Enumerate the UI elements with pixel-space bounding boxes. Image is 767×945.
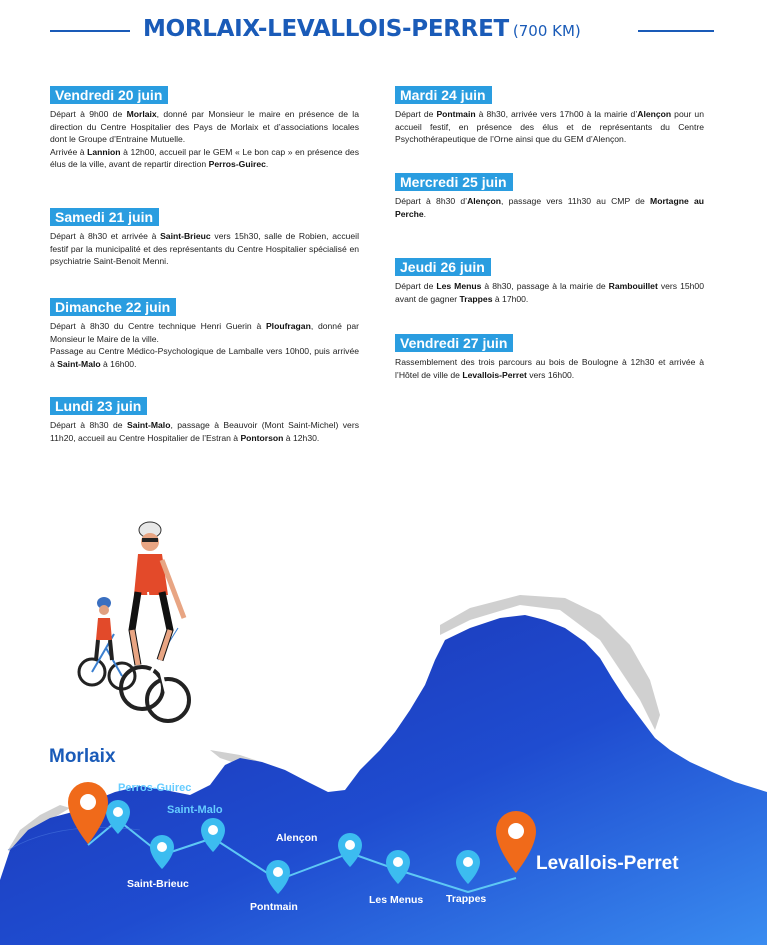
day-paragraph: Départ à 8h30 de Saint-Malo, passage à Beauvoir (Mont Saint-Michel) vers 11h20, accueil au Centre Hospitalier de l’Estran à Pontorson à 12h30. — [50, 420, 359, 443]
day-label: Vendredi 20 juin — [50, 86, 168, 104]
day-block — [395, 334, 704, 381]
day-paragraph: Départ à 9h00 de Morlaix, donné par Monsieur le maire en présence de la direction du Centre Hospitalier des Pays de Morlaix et d’associations locales dont le Groupe d’Entraine Mutuelle. — [50, 109, 359, 145]
place-name: Rambouillet — [608, 281, 658, 291]
header — [0, 8, 767, 54]
day-block — [395, 258, 704, 305]
day-text — [395, 356, 704, 381]
city-label-morlaix: Morlaix — [49, 746, 116, 767]
title-rule-right — [638, 30, 714, 32]
place-name: Saint-Malo — [57, 358, 101, 369]
place-name: Saint-Malo — [127, 420, 171, 430]
city-label-alencon: Alençon — [276, 832, 318, 844]
city-label-perros-guirec: Perros-Guirec — [118, 782, 192, 794]
day-paragraph: Passage au Centre Médico-Psychologique de Lamballe vers 10h00, puis arrivée à Saint-Malo à 16h00. — [50, 346, 359, 369]
day-block — [50, 208, 359, 268]
day-text — [50, 419, 359, 444]
title-distance: (700 KM) — [512, 22, 581, 40]
day-label: Vendredi 27 juin — [395, 334, 513, 352]
day-text — [395, 108, 704, 146]
day-block — [50, 298, 359, 370]
day-block — [395, 86, 704, 146]
place-name: Perros-Guirec — [208, 159, 266, 170]
day-paragraph: Départ à 8h30 d’Alençon, passage vers 11h30 au CMP de Mortagne au Perche. — [395, 196, 704, 219]
place-name: Pontmain — [436, 109, 476, 119]
day-text — [395, 280, 704, 305]
place-name: Lannion — [87, 146, 121, 157]
day-label: Jeudi 26 juin — [395, 258, 491, 276]
place-name: Levallois-Perret — [462, 369, 527, 380]
city-label-trappes: Trappes — [446, 893, 487, 905]
day-text — [395, 195, 704, 220]
day-paragraph: Départ de Les Menus à 8h30, passage à la mairie de Rambouillet vers 15h00 avant de gagner Trappes à 17h00. — [395, 281, 704, 304]
place-name: Mortagne au Perche — [395, 196, 704, 219]
place-name: Morlaix — [126, 109, 157, 119]
city-label-pontmain: Pontmain — [250, 901, 298, 913]
place-name: Alençon — [467, 196, 501, 206]
day-label: Samedi 21 juin — [50, 208, 159, 226]
day-paragraph: Départ de Pontmain à 8h30, arrivée vers 17h00 à la mairie d’Alençon pour un accueil festif, en présence des élus et de représentants du Centre Psychothérapeutique de l’Orne ainsi que du GEM d’Alençon. — [395, 109, 704, 145]
city-label-levallois-perret: Levallois-Perret — [536, 853, 679, 874]
place-name: Saint-Brieuc — [160, 231, 211, 241]
day-paragraph: Départ à 8h30 du Centre technique Henri Guerin à Ploufragan, donné par Monsieur le Maire de la ville. — [50, 321, 359, 344]
page-title — [143, 16, 581, 42]
cyclist-front-icon — [121, 522, 189, 721]
day-block — [50, 397, 359, 444]
place-name: Alençon — [637, 109, 672, 119]
day-label: Mardi 24 juin — [395, 86, 492, 104]
day-text — [50, 230, 359, 268]
place-name: Les Menus — [436, 281, 482, 291]
day-paragraph: Départ à 8h30 et arrivée à Saint-Brieuc vers 15h30, salle de Robien, accueil festif par la municipalité et des représentants du Centre Hospitalier spécialisé en psychiatrie Saint-Benoit Menni. — [50, 231, 359, 267]
day-label: Lundi 23 juin — [50, 397, 147, 415]
city-label-les-menus: Les Menus — [369, 894, 424, 906]
day-block — [50, 86, 359, 171]
place-name: Pontorson — [240, 432, 284, 443]
day-text — [50, 320, 359, 370]
day-paragraph: Rassemblement des trois parcours au bois de Boulogne à 12h30 et arrivée à l’Hôtel de ville de Levallois-Perret vers 16h00. — [395, 357, 704, 380]
city-label-saint-malo: Saint-Malo — [167, 804, 223, 816]
title-main: MORLAIX-LEVALLOIS-PERRET — [143, 16, 509, 42]
route-map — [0, 500, 767, 945]
title-rule-left — [50, 30, 130, 32]
day-block — [395, 173, 704, 220]
day-label: Mercredi 25 juin — [395, 173, 513, 191]
cyclists-illustration — [79, 522, 189, 721]
place-name: Trappes — [459, 293, 493, 304]
day-label: Dimanche 22 juin — [50, 298, 176, 316]
day-text — [50, 108, 359, 171]
day-paragraph: Arrivée à Lannion à 12h00, accueil par le GEM « Le bon cap » en présence des élus de la ville, avant de repartir direction Perros-Guirec. — [50, 146, 359, 170]
place-name: Ploufragan — [265, 321, 311, 331]
city-label-saint-brieuc: Saint-Brieuc — [127, 878, 189, 890]
